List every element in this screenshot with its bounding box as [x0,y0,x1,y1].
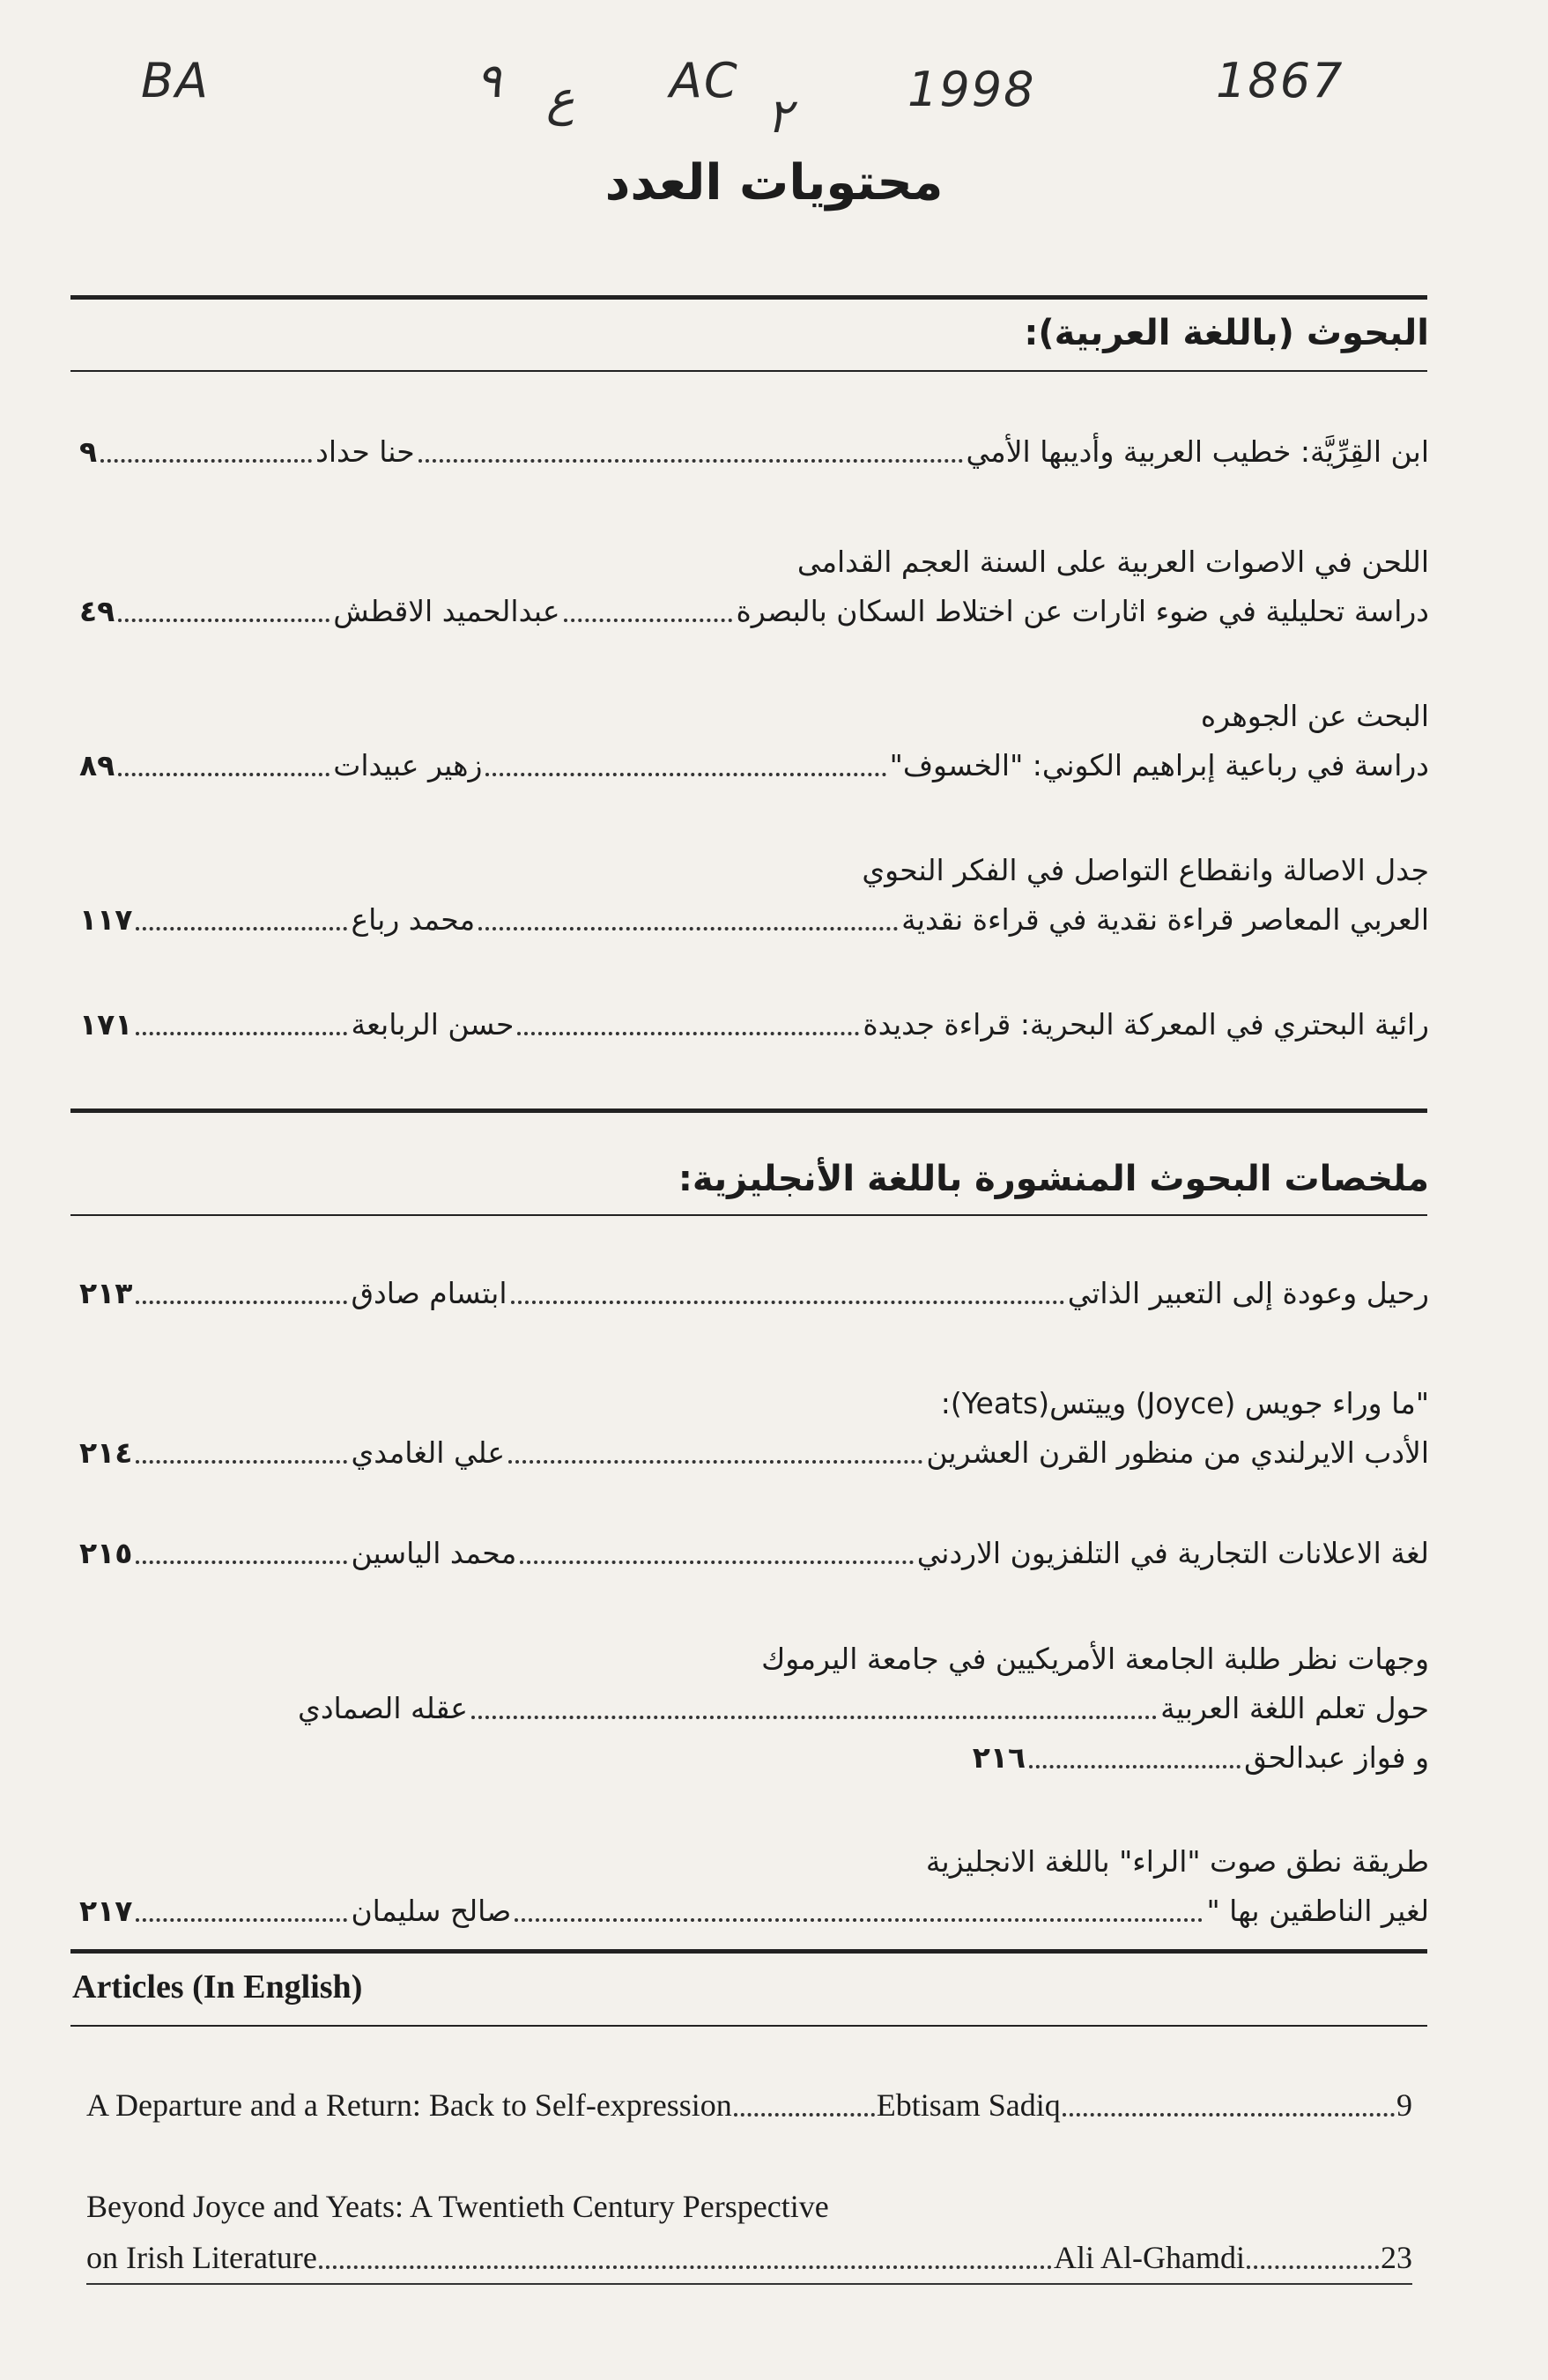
entry-page: ٢١٧ [79,1894,133,1928]
entry-page: ٢١٦ [972,1740,1026,1775]
leader-dots [478,909,898,930]
leader-dots [471,1698,1157,1719]
leader-dots [136,909,347,930]
toc-line [79,1428,1429,1478]
divider-heading [70,2025,1427,2027]
toc-line [79,1684,1429,1733]
leader-dots [136,1543,347,1564]
handwritten-mark-4: AC [670,53,739,108]
entry-page: ٩ [79,434,98,469]
leader-dots [136,1283,347,1304]
toc-line [79,1733,1429,1783]
entry-author: عقله الصمادي [298,1691,468,1725]
toc-line [79,1269,1429,1318]
entry-title: لغة الاعلانات التجارية في التلفزيون الاردني [916,1536,1429,1570]
handwritten-year: 1998 [907,62,1036,117]
entry-author: Ali Al-Ghamdi [1054,2240,1245,2275]
entry-author: ابتسام صادق [351,1276,507,1310]
toc-entry [79,1529,1429,1578]
toc-entry [79,846,1429,945]
handwritten-mark-3: ع [546,70,575,126]
page-title: محتويات العدد [604,154,944,211]
toc-entry [79,1379,1429,1478]
leader-dots [520,1543,914,1564]
summaries-section-heading: ملخصات البحوث المنشورة باللغة الأنجليزية: [678,1159,1429,1199]
leader-dots [517,1014,859,1035]
entry-title: دراسة تحليلية في ضوء اثارات عن اختلاط السكان بالبصرة [736,594,1429,628]
leader-dots [136,1442,347,1464]
entry-author: زهير عبيدات [333,748,483,782]
entry-page: ٢١٤ [79,1435,133,1470]
divider-section [70,1949,1427,1954]
toc-entry [79,692,1429,790]
arabic-section-heading: البحوث (باللغة العربية): [1024,313,1429,353]
toc-entry [79,427,1429,477]
leader-dots [1029,1747,1241,1768]
handwritten-mark-2: ٩ [476,53,502,108]
entry-author: حنا حداد [315,434,415,469]
entry-title: العربي المعاصر قراءة نقدية في قراءة نقدية [901,902,1429,937]
leader-dots [1247,2246,1379,2269]
handwritten-mark-1: BA [141,53,210,108]
entry-author: Ebtisam Sadiq [876,2087,1061,2123]
entry-page: ٢١٣ [79,1276,133,1310]
leader-dots [118,601,330,622]
entry-title-line: Beyond Joyce and Yeats: A Twentieth Century Perspective [86,2189,829,2224]
entry-page: ٤٩ [79,594,115,628]
handwritten-number: 1867 [1216,53,1344,108]
entry-title-line: جدل الاصالة وانقطاع التواصل في الفكر النحوي [862,853,1429,887]
entry-page: 9 [1396,2087,1412,2123]
entry-title: لغير الناطقين بها " [1206,1894,1429,1928]
entry-page: ٨٩ [79,748,115,782]
toc-line [79,741,1429,790]
entry-title: رائية البحتري في المعركة البحرية: قراءة جديدة [863,1007,1429,1042]
entry-page: 23 [1381,2240,1412,2275]
entry-author: علي الغامدي [351,1435,506,1470]
english-section-heading: Articles (In English) [72,1969,363,2006]
leader-dots [418,441,963,463]
entry-title: on Irish Literature [86,2240,317,2275]
toc-entry [79,1269,1429,1318]
toc-line [79,427,1429,477]
toc-line [79,1000,1429,1049]
leader-dots [319,2246,1052,2269]
toc-entry [79,1837,1429,1936]
entry-title-line: اللحن في الاصوات العربية على السنة العجم القدامى [796,545,1429,579]
leader-dots [511,1283,1064,1304]
entry-author: صالح سليمان [351,1894,512,1928]
leader-dots [734,2094,875,2117]
divider-section [70,1108,1427,1113]
toc-line [86,2232,1412,2285]
entry-title-line: "ما وراء جويس (Joyce) وييتس(Yeats): [940,1386,1429,1420]
handwritten-mark-5: ٢ [767,88,793,144]
entry-author: محمد الياسين [351,1536,517,1570]
entry-title-line: طريقة نطق صوت "الراء" باللغة الانجليزية [925,1844,1429,1879]
leader-dots [136,1014,347,1035]
entry-title: A Departure and a Return: Back to Self-expression [86,2087,732,2123]
handwritten-catalog-marks [132,53,1410,144]
leader-dots [515,1901,1203,1922]
entry-page: ١٧١ [79,1007,133,1042]
toc-entry [79,1635,1429,1783]
toc-line [79,1529,1429,1578]
entry-title: ابن القِرِّيَّة: خطيب العربية وأديبها الأمي [966,434,1429,469]
leader-dots [1063,2094,1395,2117]
entry-title: حول تعلم اللغة العربية [1160,1691,1429,1725]
entry-page: ٢١٥ [79,1536,133,1570]
toc-line [79,895,1429,945]
toc-line [79,587,1429,636]
toc-entry-english [86,2181,1412,2285]
entry-title: رحيل وعودة إلى التعبير الذاتي [1067,1276,1429,1310]
leader-dots [118,755,330,776]
divider-heading [70,1214,1427,1216]
entry-title: الأدب الايرلندي من منظور القرن العشرين [926,1435,1429,1470]
entry-author: محمد رباع [351,902,476,937]
entry-author: حسن الربابعة [351,1007,515,1042]
entry-author: عبدالحميد الاقطش [333,594,560,628]
entry-title-line: البحث عن الجوهره [1200,699,1429,733]
divider-top [70,295,1427,300]
leader-dots [485,755,885,776]
leader-dots [100,441,312,463]
entry-title-line: وجهات نظر طلبة الجامعة الأمريكيين في جامعة اليرموك [761,1642,1429,1676]
leader-dots [136,1901,347,1922]
leader-dots [564,601,733,622]
divider-heading [70,370,1427,372]
toc-entry [79,1000,1429,1049]
leader-dots [508,1442,922,1464]
toc-entry-english [86,2080,1412,2131]
toc-entry [79,538,1429,636]
toc-line [79,1887,1429,1936]
toc-line [86,2080,1412,2131]
entry-page: ١١٧ [79,902,133,937]
entry-title: دراسة في رباعية إبراهيم الكوني: "الخسوف" [889,748,1429,782]
entry-coauthor: و فواز عبدالحق [1244,1740,1429,1775]
